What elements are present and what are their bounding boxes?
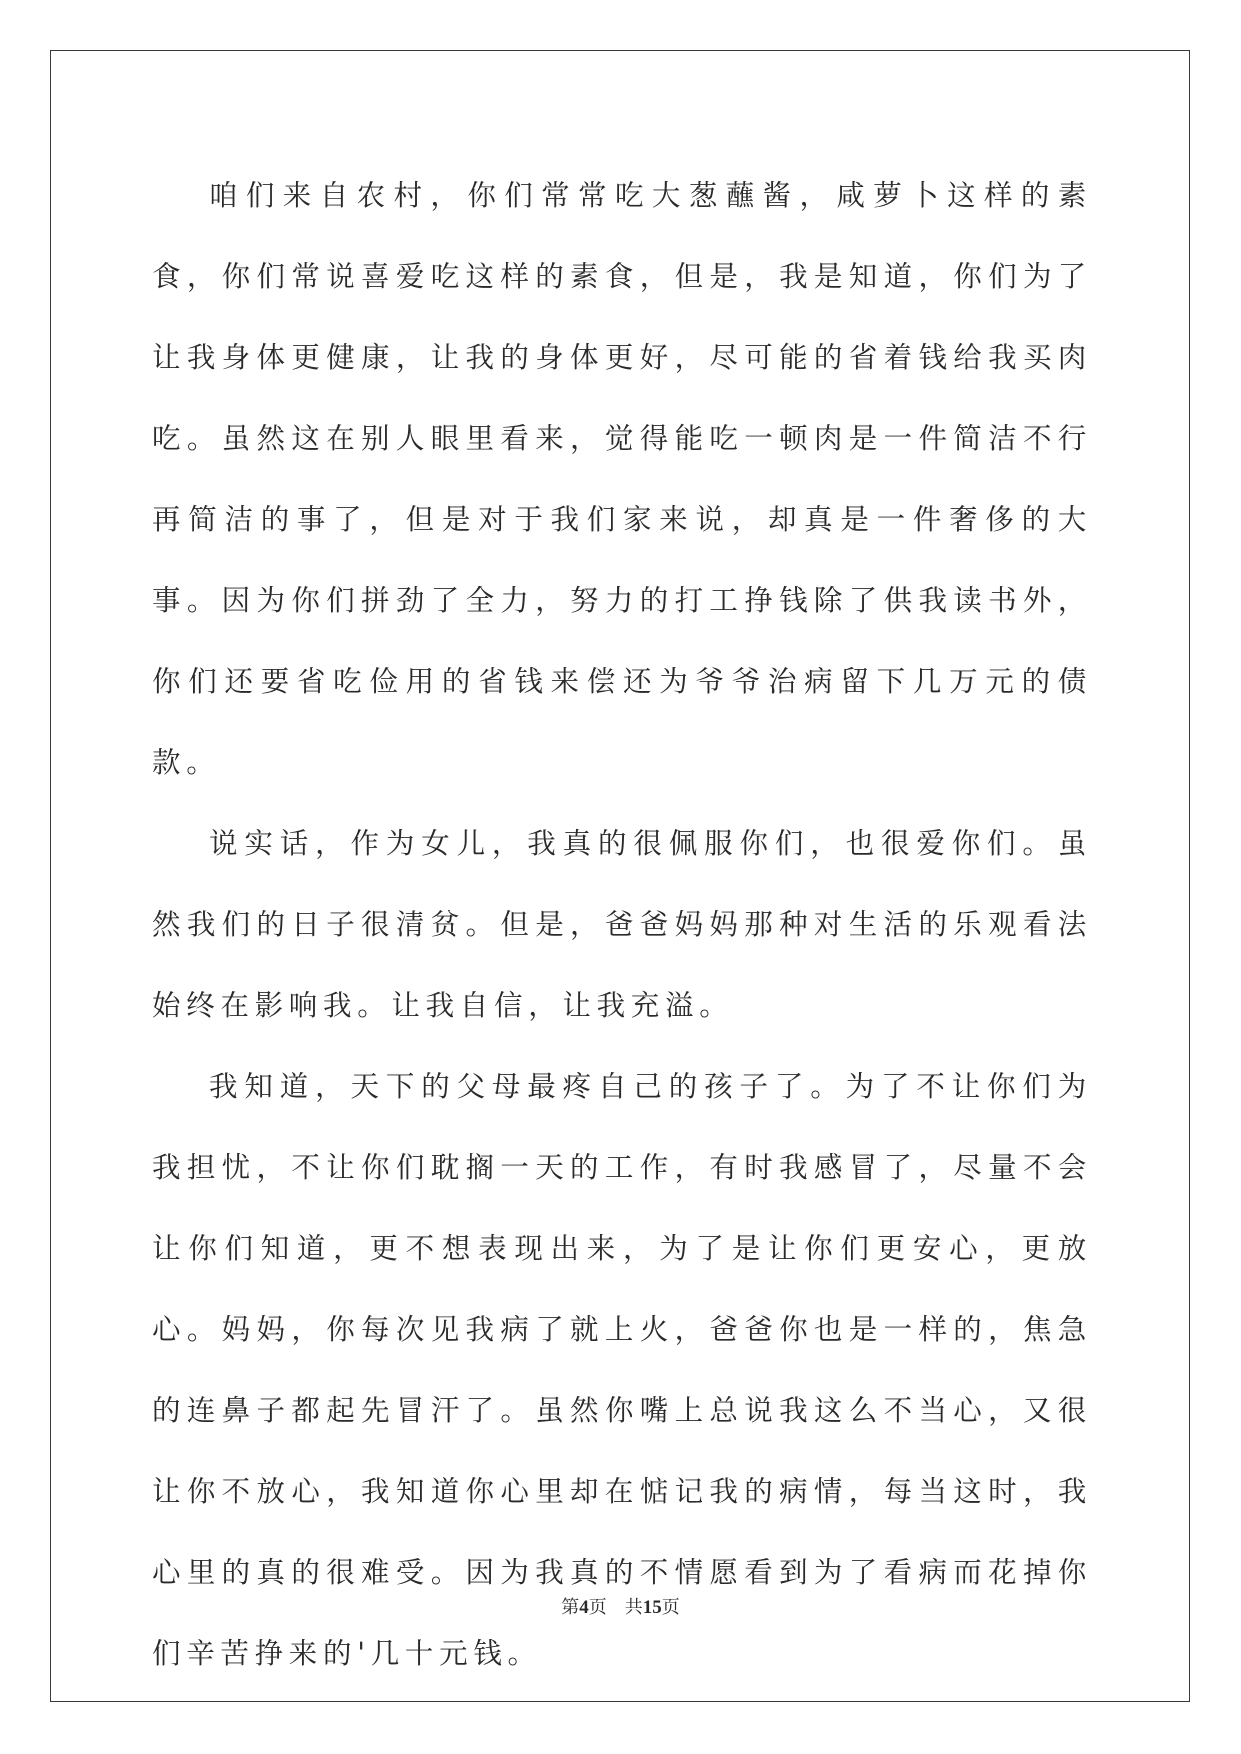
- paragraph-1: 咱们来自农村，你们常常吃大葱蘸酱，咸萝卜这样的素食，你们常说喜爱吃这样的素食，但是，我是知道，你们为了让我身体更健康，让我的身体更好，尽可能的省着钱给我买肉吃。虽然这在别人眼里看来，觉得能吃一顿肉是一件简洁不行再简洁的事了，但是对于我们家来说，却真是一件奢侈的大事。因为你们拼劲了全力，努力的打工挣钱除了供我读书外，你们还要省吃俭用的省钱来偿还为爷爷治病留下几万元的债款。: [152, 179, 1092, 779]
- footer-total-unit: 页: [661, 1597, 680, 1618]
- paragraph-3: 我知道，天下的父母最疼自己的孩子了。为了不让你们为我担忧，不让你们耽搁一天的工作，有时我感冒了，尽量不会让你们知道，更不想表现出来，为了是让你们更安心，更放心。妈妈，你每次见我病了就上火，爸爸你也是一样的，焦急的连鼻子都起先冒汗了。虽然你嘴上总说我这么不当心，又很让你不放心，我知道你心里却在惦记我的病情，每当这时，我心里的真的很难受。因为我真的不情愿看到为了看病而花掉你们辛苦挣来的'几十元钱。: [152, 1070, 1092, 1670]
- document-body: [152, 155, 1092, 1694]
- footer-prefix: 第: [561, 1597, 580, 1618]
- page-footer: [0, 1593, 1241, 1619]
- paragraph-2: 说实话，作为女儿，我真的很佩服你们，也很爱你们。虽然我们的日子很清贫。但是，爸爸妈妈那种对生活的乐观看法始终在影响我。让我自信，让我充溢。: [152, 827, 1092, 1022]
- total-page-number: 15: [642, 1597, 662, 1618]
- current-page-number: 4: [579, 1597, 589, 1618]
- footer-page-unit: 页: [588, 1597, 607, 1618]
- footer-total-prefix: 共: [624, 1597, 643, 1618]
